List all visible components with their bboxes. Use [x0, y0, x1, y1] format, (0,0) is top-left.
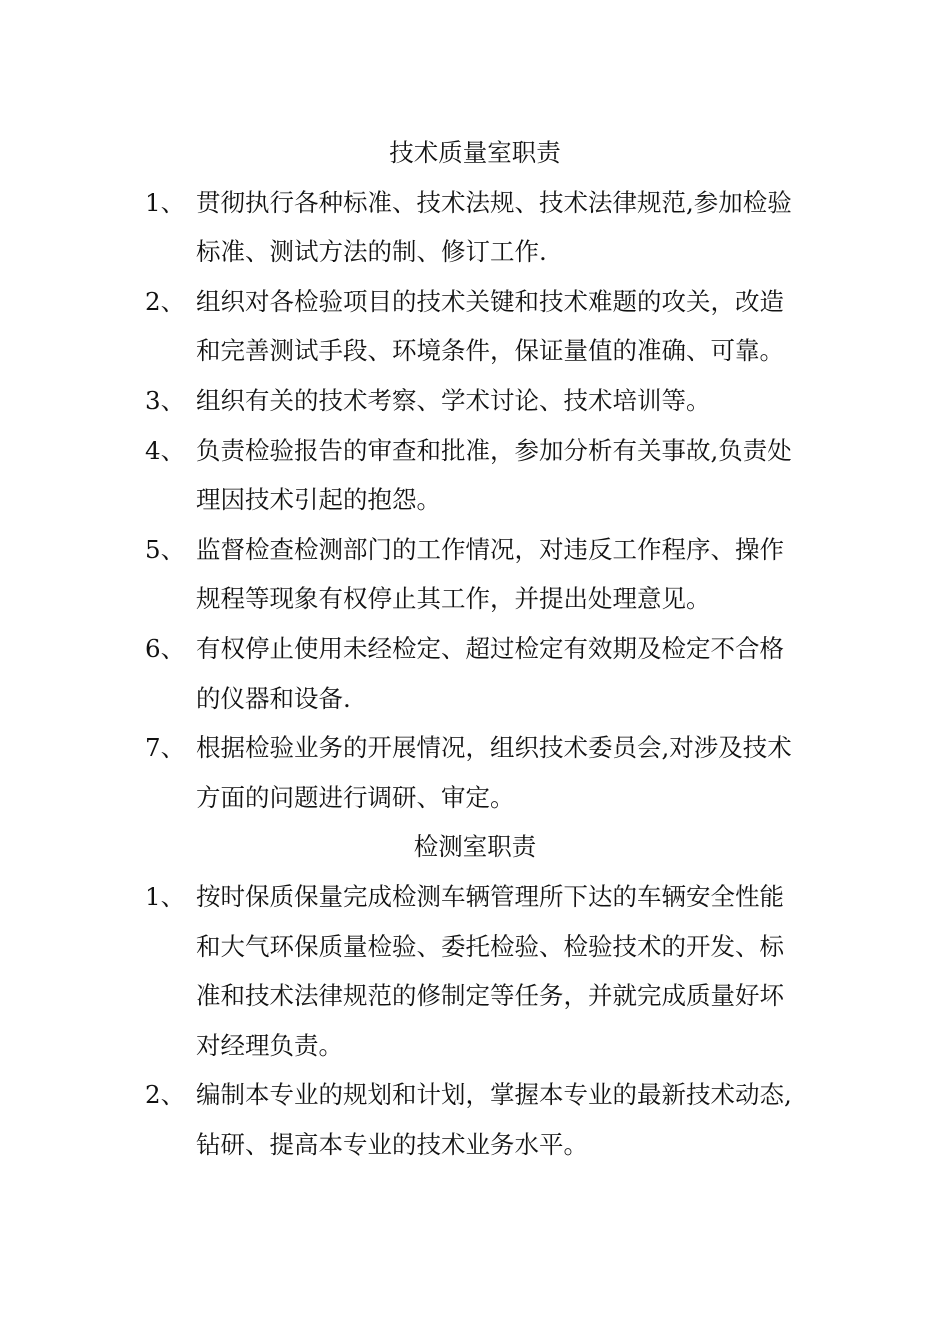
item-number: 4、	[145, 435, 186, 465]
list-item	[145, 426, 805, 525]
item-number: 2、	[145, 1080, 186, 1110]
item-number: 2、	[145, 286, 186, 316]
document-body	[145, 128, 805, 1169]
list-item	[145, 178, 805, 277]
item-text: 组织有关的技术考察、学术讨论、技术培训等。	[196, 385, 711, 415]
list-item	[145, 1070, 805, 1169]
list-item	[145, 525, 805, 624]
item-text: 按时保质保量完成检测车辆管理所下达的车辆安全性能和大气环保质量检验、委托检验、检验技术的开发、标准和技术法律规范的修制定等任务，并就完成质量好坏对经理负责。	[196, 881, 784, 1060]
item-text: 根据检验业务的开展情况，组织技术委员会,对涉及技术方面的问题进行调研、审定。	[196, 733, 792, 812]
list-item	[145, 624, 805, 723]
item-number: 1、	[145, 187, 186, 217]
list-item	[145, 872, 805, 1070]
item-text: 有权停止使用未经检定、超过检定有效期及检定不合格的仪器和设备.	[196, 633, 784, 713]
item-number: 3、	[145, 385, 186, 415]
item-number: 6、	[145, 633, 186, 663]
list-item	[145, 723, 805, 822]
item-text: 负责检验报告的审查和批准，参加分析有关事故,负责处理因技术引起的抱怨。	[196, 435, 792, 515]
item-number: 7、	[145, 733, 186, 763]
section-title-tech-quality: 技术质量室职责	[389, 138, 561, 167]
item-text: 组织对各检验项目的技术关键和技术难题的攻关，改造和完善测试手段、环境条件，保证量值的准确、可靠。	[196, 286, 784, 366]
list-item	[145, 376, 805, 426]
item-number: 5、	[145, 534, 186, 564]
section-title-testing-room: 检测室职责	[413, 832, 537, 862]
item-text: 编制本专业的规划和计划，掌握本专业的最新技术动态,钻研、提高本专业的技术业务水平。	[196, 1080, 792, 1159]
item-text: 监督检查检测部门的工作情况，对违反工作程序、操作规程等现象有权停止其工作，并提出处理意见。	[196, 534, 784, 614]
item-text: 贯彻执行各种标准、技术法规、技术法律规范,参加检验标准、测试方法的制、修订工作.	[196, 187, 792, 267]
list-item	[145, 277, 805, 376]
item-number: 1、	[145, 881, 186, 911]
